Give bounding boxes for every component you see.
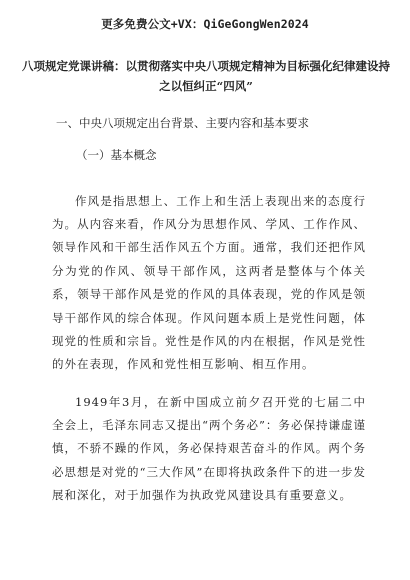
document-title: 八项规定党课讲稿：以贯彻落实中央八项规定精神为目标强化纪律建设持之以恒纠正“四风” (22, 59, 390, 93)
section-heading: 一、中央八项规定出台背景、主要内容和基本要求 (56, 116, 309, 130)
promo-header: 更多免费公文+VX：QiGeGongWen2024 (101, 17, 309, 31)
body-paragraph: 1949年3月，在新中国成立前夕召开党的七届二中全会上，毛泽东同志又提出“两个务必”：务必保持谦虚谨慎，不骄不躁的作风，务必保持艰苦奋斗的作风。两个务必思想是对党的“三大作风”在即将执政条件下的进一步发展和深化，对于加强作为执政党风建设具有重要意义。 (52, 394, 366, 503)
subsection-heading: （一）基本概念 (76, 148, 157, 162)
body-paragraph: 作风是指思想上、工作上和生活上表现出来的态度行为。从内容来看，作风分为思想作风、学风、工作作风、领导作风和干部生活作风五个方面。通常，我们还把作风分为党的作风、领导干部作风，这两者是整体与个体关系，领导干部作风是党的作风的具体表现，党的作风是领导干部作风的综合体现。作风问题本质上是党性问题，体现党的性质和宗旨。党性是作风的内在根据，作风是党性的外在表现，作风和党性相互影响、相互作用。 (52, 193, 366, 372)
